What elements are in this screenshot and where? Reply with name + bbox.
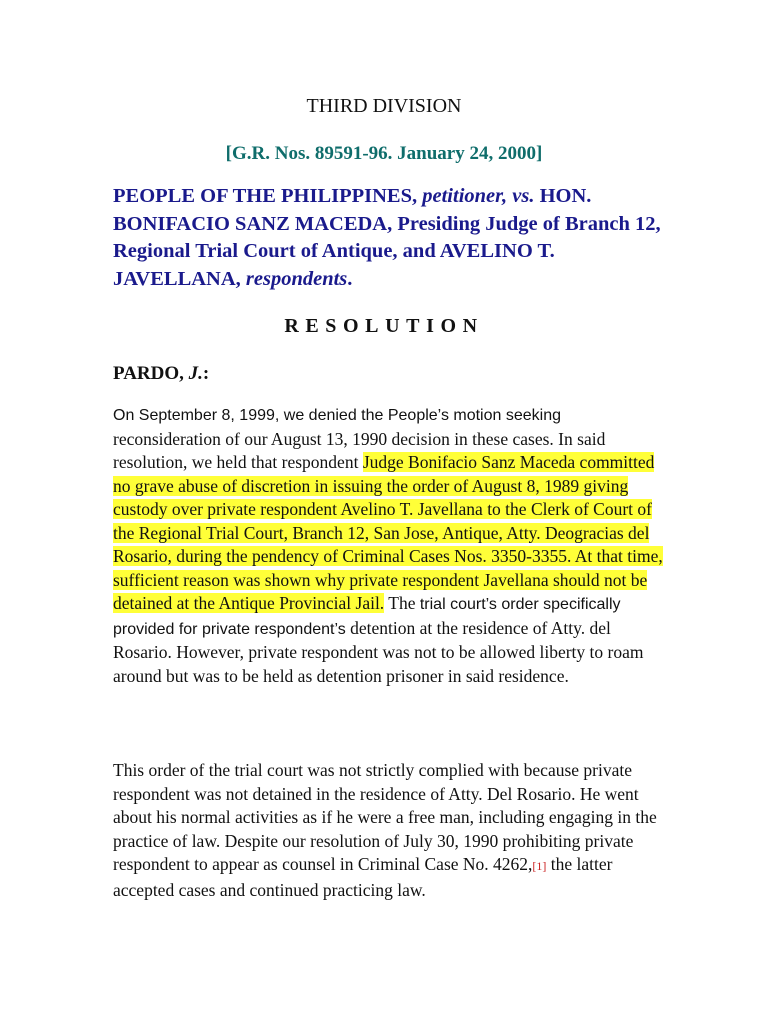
ponente <box>113 360 209 388</box>
paragraph-1-text-end: detention at the residence of Atty. del Rosario. However, private respondent was not to be allowed liberty to roam around but was to be held as detention prisoner in said residence. <box>113 617 644 686</box>
paragraph-1-sans-middle: trial court’s order specifically provided for private respondent’s <box>113 596 621 638</box>
ponente-title: J. <box>188 363 203 384</box>
case-caption <box>113 183 673 293</box>
footnote-link[interactable]: [1] <box>532 859 547 873</box>
paragraph-2-text-after: the latter accepted cases and continued practicing law. <box>113 854 613 900</box>
paragraph-1-opening: On September 8, 1999, we denied the People’s motion seeking <box>113 407 561 424</box>
petitioner-name: PEOPLE OF THE PHILIPPINES, <box>113 185 418 207</box>
ponente-colon: : <box>202 363 210 384</box>
respondents-role: respondents <box>245 267 348 290</box>
division-heading: THIRD DIVISION <box>306 95 462 117</box>
case-number-heading: [G.R. Nos. 89591-96. January 24, 2000] <box>225 143 543 164</box>
resolution-title: RESOLUTION <box>284 315 484 337</box>
paragraph-1 <box>113 403 673 688</box>
caption-end-period: . <box>347 267 353 290</box>
paragraph-1-text-after: The <box>388 593 416 613</box>
ponente-name: PARDO, <box>113 363 184 384</box>
paragraph-2-text-before: This order of the trial court was not strictly complied with because private respondent was not detained in the residence of Atty. Del Rosario. He went about his normal activities as if he were a free man, including engaging in the practice of law. Despite our resolution of July 30, 1990 prohibiting private respondent to appear as counsel in Criminal Case No. 4262, <box>113 760 657 874</box>
petitioner-role: petitioner, vs. <box>422 185 535 207</box>
highlighted-passage: Judge Bonifacio Sanz Maceda committed no grave abuse of discretion in issuing the order of August 8, 1989 giving custody over private respondent Avelino T. Javellana to the Clerk of Court of the Regional Trial Court, Branch 12, San Jose, Antique, Atty. Deogracias del Rosario, during the pendency of Criminal Cases Nos. 3350-3355. At that time, sufficient reason was shown why private respondent Javellana should not be detained at the Antique Provincial Jail. <box>113 452 663 613</box>
paragraph-2 <box>113 759 673 902</box>
respondents-names: HON. BONIFACIO SANZ MACEDA, Presiding Judge of Branch 12, Regional Trial Court of Antique, and AVELINO T. JAVELLANA, <box>113 185 661 290</box>
paragraph-1-text-before: reconsideration of our August 13, 1990 decision in these cases. In said resolution, we held that respondent <box>113 428 606 472</box>
